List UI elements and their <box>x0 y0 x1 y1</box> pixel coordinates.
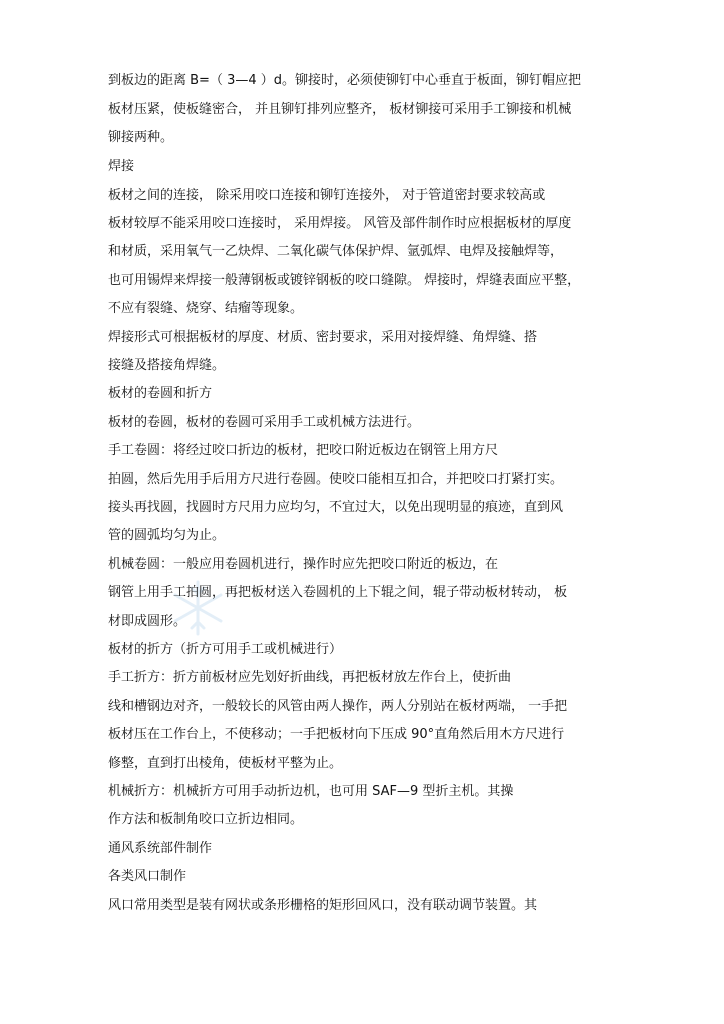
text-line: 不应有裂缝、烧穿、结瘤等现象。 <box>108 301 304 316</box>
text-line: 板材压紧，使板缝密合， 并且铆钉排列应整齐， 板材铆接可采用手工铆接和机械 <box>108 102 572 117</box>
text-line: 材即成圆形。 <box>108 614 187 629</box>
text-line: 风口常用类型是装有网状或条形栅格的矩形回风口，没有联动调节装置。其 <box>108 898 538 913</box>
text-line: 修整，直到打出棱角，使板材平整为止。 <box>108 756 343 771</box>
section-heading: 各类风口制作 <box>108 869 187 884</box>
text-line: 管的圆弧均匀为止。 <box>108 528 226 543</box>
text-line: 机械卷圆：一般应用卷圆机进行，操作时应先把咬口附近的板边，在 <box>108 557 499 572</box>
text-line: 铆接两种。 <box>108 130 174 145</box>
text-line: 作方法和板制角咬口立折边相同。 <box>108 812 304 827</box>
text-line: 和材质，采用氧气一乙炔焊、二氧化碳气体保护焊、氩弧焊、电焊及接触焊等， <box>108 244 564 259</box>
section-heading: 板材的折方（折方可用手工或机械进行） <box>108 642 343 657</box>
section-heading: 通风系统部件制作 <box>108 841 213 856</box>
text-line: 板材的卷圆，板材的卷圆可采用手工或机械方法进行。 <box>108 415 421 430</box>
text-line: 拍圆，然后先用手后用方尺进行卷圆。使咬口能相互扣合，并把咬口打紧打实。 <box>108 472 564 487</box>
text-line: 机械折方：机械折方可用手动折边机，也可用 SAF—9 型折主机。其操 <box>108 784 514 799</box>
text-line: 板材压在工作台上，不使移动；一手把板材向下压成 90°直角然后用木方尺进行 <box>108 727 565 742</box>
text-line: 钢管上用手工拍圆，再把板材送入卷圆机的上下辊之间，辊子带动板材转动， 板 <box>108 585 568 600</box>
text-line: 接缝及搭接角焊缝。 <box>108 358 226 373</box>
text-line: 到板边的距离 B=（ 3—4 ）d。铆接时，必须使铆钉中心垂直于板面，铆钉帽应把 <box>108 73 582 88</box>
section-heading: 焊接 <box>108 159 135 174</box>
text-line: 板材较厚不能采用咬口连接时， 采用焊接。 风管及部件制作时应根据板材的厚度 <box>108 216 572 231</box>
text-line: 手工卷圆：将经过咬口折边的板材，把咬口附近板边在钢管上用方尺 <box>108 443 499 458</box>
text-line: 板材之间的连接， 除采用咬口连接和铆钉连接外， 对于管道密封要求较高或 <box>108 188 546 203</box>
text-line: 接头再找圆，找圆时方尺用力应均匀，不宜过大，以免出现明显的痕迹，直到风 <box>108 500 564 515</box>
text-line: 焊接形式可根据板材的厚度、材质、密封要求，采用对接焊缝、角焊缝、搭 <box>108 330 538 345</box>
text-line: 线和槽钢边对齐，一般较长的风管由两人操作，两人分别站在板材两端， 一手把 <box>108 699 568 714</box>
section-heading: 板材的卷圆和折方 <box>108 386 213 401</box>
text-line: 手工折方：折方前板材应先划好折曲线，再把板材放左作台上，使折曲 <box>108 670 512 685</box>
text-line: 也可用锡焊来焊接一般薄钢板或镀锌钢板的咬口缝隙。 焊接时，焊缝表面应平整， <box>108 273 581 288</box>
